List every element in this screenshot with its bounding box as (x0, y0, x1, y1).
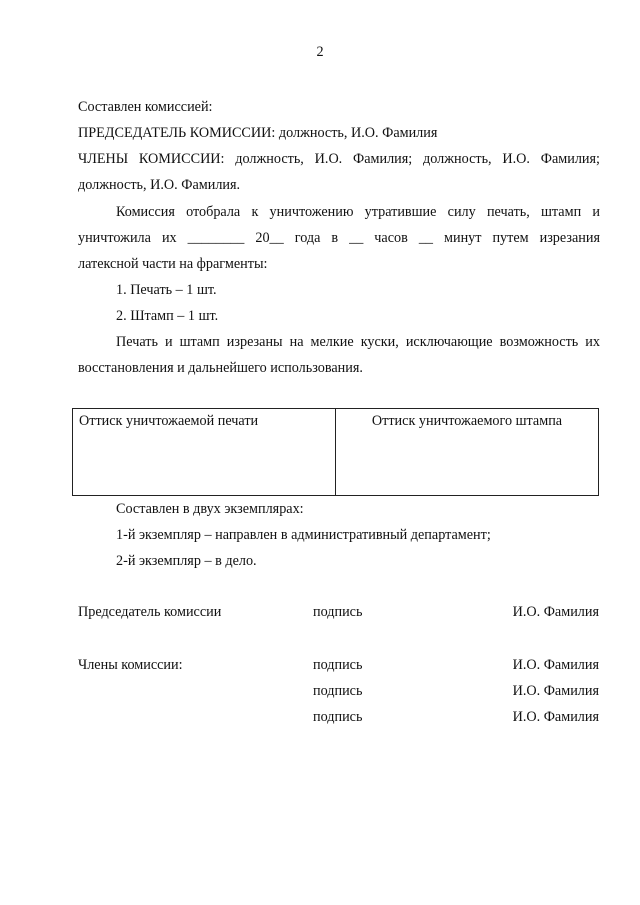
paragraph-1-line-2: уничтожила их ________ 20__ года в __ часов __ минут путем изрезания (78, 230, 600, 246)
paragraph-2-line-1: Печать и штамп изрезаны на мелкие куски, исключающие возможность их (116, 334, 600, 350)
seal-impression-header: Оттиск уничтожаемой печати (79, 413, 259, 429)
list-item-stamp: 2. Штамп – 1 шт. (116, 308, 219, 324)
chairman-signature-title: Председатель комиссии (78, 604, 222, 620)
member-3-signature: подпись (313, 709, 363, 725)
copies-line-1: Составлен в двух экземплярах: (116, 501, 304, 517)
stamp-impression-cell (336, 409, 598, 495)
members-line-2: должность, И.О. Фамилия. (78, 177, 241, 193)
stamp-impression-header: Оттиск уничтожаемого штампа (371, 413, 563, 429)
chairman-signature: подпись (313, 604, 363, 620)
member-1-name: И.О. Фамилия (512, 657, 599, 673)
member-3-name: И.О. Фамилия (512, 709, 599, 725)
paragraph-2-line-2: восстановления и дальнейшего использования. (78, 360, 363, 376)
copies-line-3: 2-й экземпляр – в дело. (116, 553, 257, 569)
seal-impression-cell (73, 409, 336, 495)
paragraph-1-line-3: латексной части на фрагменты: (78, 256, 268, 272)
list-item-seal: 1. Печать – 1 шт. (116, 282, 217, 298)
members-signature-title: Члены комиссии: (78, 657, 183, 673)
page-number: 2 (316, 44, 324, 60)
members-line-1: ЧЛЕНЫ КОМИССИИ: должность, И.О. Фамилия; должность, И.О. Фамилия; (78, 151, 600, 167)
chairman-name: И.О. Фамилия (512, 604, 599, 620)
member-1-signature: подпись (313, 657, 363, 673)
copies-line-2: 1-й экземпляр – направлен в административный департамент; (116, 527, 491, 543)
impressions-table (72, 408, 599, 496)
chairman-line: ПРЕДСЕДАТЕЛЬ КОМИССИИ: должность, И.О. Фамилия (78, 125, 438, 141)
member-2-name: И.О. Фамилия (512, 683, 599, 699)
member-2-signature: подпись (313, 683, 363, 699)
paragraph-1-line-1: Комиссия отобрала к уничтожению утратившие силу печать, штамп и (116, 204, 600, 220)
compiled-by-label: Составлен комиссией: (78, 99, 213, 115)
